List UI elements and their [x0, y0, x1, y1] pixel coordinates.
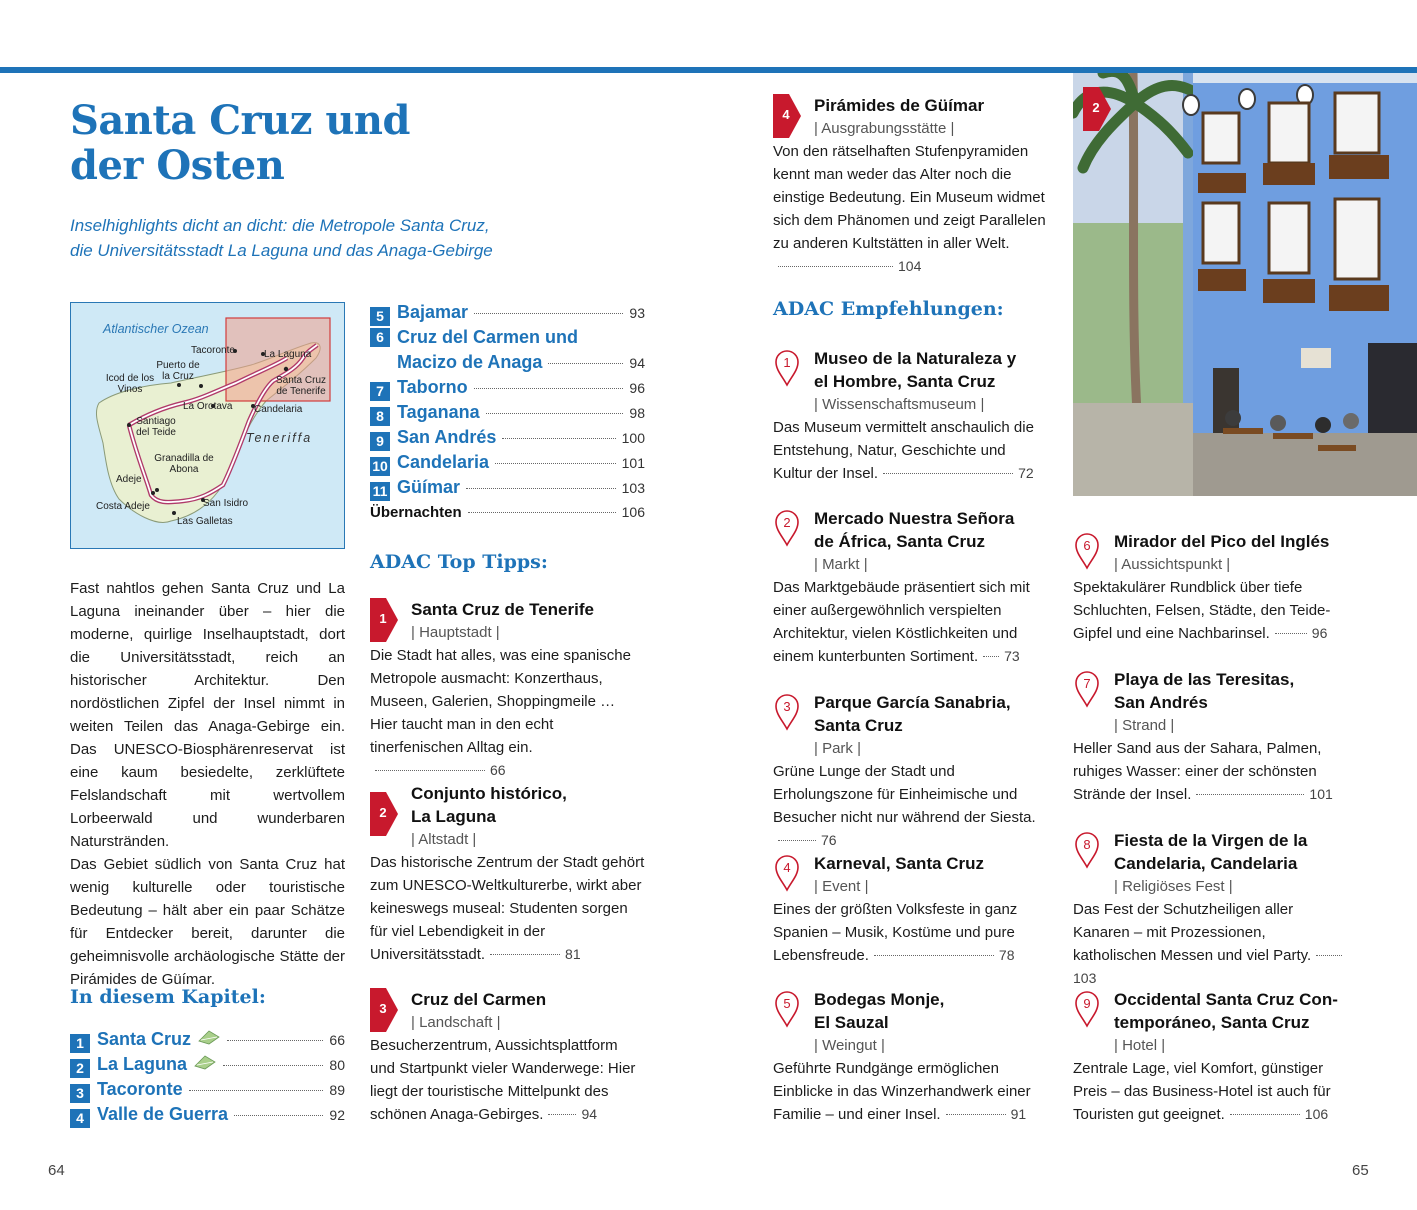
toc-number: 9	[370, 432, 390, 451]
toc-page: 92	[329, 1107, 345, 1123]
top-tips-heading: ADAC Top Tipps:	[370, 551, 548, 573]
recommendation-description: Das Marktgebäude präsentiert sich mit einer außergewöhnlich verspielten Architektur, vielen Köstlichkeiten und einem kunterbunten Sortiment. 73	[773, 579, 1030, 665]
chapter-title: Santa Cruz und der Osten	[70, 97, 410, 189]
toc-title: Taborno	[397, 377, 468, 397]
recommendation-page: 76	[821, 832, 837, 848]
map-label-icod: Icod de los Vinos	[105, 373, 155, 395]
recommendation-item	[773, 852, 1048, 967]
map-label-la-laguna: La Laguna	[264, 349, 312, 360]
map-pin-icon: 1	[773, 347, 801, 387]
page-number-right: 65	[1352, 1162, 1369, 1179]
toc-item[interactable]	[70, 1102, 345, 1127]
map-label-san-isidro: San Isidro	[203, 498, 249, 509]
chapter-contents-heading: In diesem Kapitel:	[70, 986, 266, 1008]
la-laguna-photo	[1073, 73, 1417, 496]
top-tip-category: | Hauptstadt |	[411, 624, 500, 641]
chapter-toc-col1	[70, 1027, 345, 1127]
leaf-icon	[193, 1054, 217, 1070]
top-tip-marker-icon: 3	[370, 988, 400, 1034]
toc-item[interactable]	[370, 325, 645, 375]
toc-page: 101	[621, 455, 645, 471]
top-tip-title: Conjunto histórico, La Laguna	[411, 784, 567, 826]
toc-page: 106	[621, 504, 645, 520]
photo-marker-icon: 2	[1083, 87, 1113, 133]
top-tip-item	[370, 598, 645, 782]
toc-page: 96	[629, 380, 645, 396]
intro-text	[70, 577, 345, 991]
top-tip-page: 81	[565, 946, 581, 962]
top-tip-description: Besucherzentrum, Aussichtsplattform und Startpunkt vieler Wanderwege: Hier liegt der touristische Mittelpunkt des schönen Anaga-Gebirges. 94	[370, 1037, 636, 1123]
map-label-tacoronte: Tacoronte	[191, 345, 235, 356]
toc-number: 2	[70, 1059, 90, 1078]
recommendation-title: Mercado Nuestra Señora de África, Santa Cruz	[814, 509, 1015, 551]
toc-number: 1	[70, 1034, 90, 1053]
top-tip-title: Pirámides de Güímar	[814, 96, 985, 115]
recommendation-title: Mirador del Pico del Inglés	[1114, 532, 1330, 551]
recommendation-item	[1073, 988, 1348, 1126]
top-tip-marker-icon: 1	[370, 598, 400, 644]
leaf-icon	[197, 1029, 221, 1045]
map-pin-icon: 6	[1073, 530, 1101, 570]
top-tip-description: Das historische Zentrum der Stadt gehört zum UNESCO-Weltkulturerbe, wirkt aber keineswegs museal: Studenten sorgen für viel Lebendigkeit in der Universitätsstadt. 81	[370, 854, 645, 963]
toc-page: 89	[329, 1082, 345, 1098]
toc-item[interactable]	[370, 400, 645, 425]
recommendation-description: Eines der größten Volksfeste in ganz Spanien – Musik, Kostüme und pure Lebensfreude. 78	[773, 901, 1018, 964]
chapter-subtitle: Inselhighlights dicht an dicht: die Metropole Santa Cruz, die Universitätsstadt La Laguna und das Anaga-Gebirge	[70, 216, 493, 260]
map-label-la-orotava: La Orotava	[183, 401, 233, 412]
top-tip-category: | Ausgrabungsstätte |	[814, 120, 955, 137]
toc-title-line1: Cruz del Carmen und	[397, 327, 579, 347]
toc-title: Valle de Guerra	[97, 1104, 229, 1124]
map-pin-icon: 2	[773, 507, 801, 547]
top-tip-marker-icon: 4	[773, 94, 803, 140]
recommendation-description: Spektakulärer Rundblick über tiefe Schluchten, Felsen, Städte, den Teide-Gipfel und eine Nachbarinsel. 96	[1073, 579, 1331, 642]
map-pin-icon: 3	[773, 691, 801, 731]
intro-paragraph-2: Das Gebiet südlich von Santa Cruz hat wenig kulturelle oder touristische Bedeutung – hält aber ein paar Schätze für Entdecker bereit, darunter die geheimnisvolle archäologische Stätte der Pirámides de Güímar.	[70, 856, 345, 988]
recommendation-category: | Markt |	[814, 556, 868, 573]
map-label-adeje: Adeje	[116, 474, 142, 485]
toc-number: 6	[370, 328, 390, 347]
toc-number: 7	[370, 382, 390, 401]
top-tip-item	[370, 782, 645, 966]
toc-title: Candelaria	[397, 452, 490, 472]
recommendation-category: | Wissenschaftsmuseum |	[814, 396, 985, 413]
top-tip-page: 104	[898, 258, 922, 274]
recommendation-item	[773, 507, 1048, 668]
toc-number: 4	[70, 1109, 90, 1128]
recommendation-category: | Aussichtspunkt |	[1114, 556, 1231, 573]
toc-title: Santa Cruz	[97, 1029, 192, 1049]
toc-page: 103	[621, 480, 645, 496]
recommendation-page: 106	[1304, 1106, 1329, 1122]
toc-item[interactable]	[370, 425, 645, 450]
top-tip-page: 94	[581, 1106, 598, 1122]
toc-title: Güímar	[397, 477, 461, 497]
toc-title: Bajamar	[397, 302, 469, 322]
toc-page: 93	[629, 305, 645, 321]
toc-number: 3	[70, 1084, 90, 1103]
map-label-las-galletas: Las Galletas	[177, 516, 233, 527]
top-tip-page: 66	[490, 762, 506, 778]
recommendation-category: | Hotel |	[1114, 1037, 1166, 1054]
recommendation-description: Zentrale Lage, viel Komfort, günstiger Preis – das Business-Hotel ist auch für Touristen gut geeignet. 106	[1073, 1060, 1331, 1123]
recommendation-description: Heller Sand aus der Sahara, Palmen, ruhiges Wasser: einer der schönsten Strände der Insel. 101	[1073, 740, 1333, 803]
recommendation-item	[1073, 829, 1348, 990]
recommendation-title: Karneval, Santa Cruz	[814, 854, 985, 873]
toc-item[interactable]	[370, 300, 645, 325]
recommendation-title: Museo de la Naturaleza y el Hombre, Santa Cruz	[814, 349, 1017, 391]
recommendation-page: 96	[1311, 625, 1328, 641]
recommendation-title: Parque García Sanabria, Santa Cruz	[814, 693, 1011, 735]
top-tip-category: | Altstadt |	[411, 831, 477, 848]
toc-item[interactable]	[70, 1027, 345, 1052]
toc-number: 11	[370, 482, 390, 501]
toc-item-overnight[interactable]	[370, 500, 645, 525]
map-island-label: Teneriffa	[246, 431, 313, 445]
page-number-left: 64	[48, 1162, 65, 1179]
chapter-toc-col2	[370, 300, 645, 525]
recommendation-description: Grüne Lunge der Stadt und Erholungszone für Einheimische und Besucher nicht nur während der Siesta.76	[773, 763, 1036, 848]
recommendation-category: | Strand |	[1114, 717, 1175, 734]
recommendation-item	[1073, 530, 1348, 645]
toc-item[interactable]	[70, 1077, 345, 1102]
recommendation-page: 91	[1010, 1106, 1027, 1122]
top-tip-marker-icon: 2	[370, 792, 400, 838]
recommendation-description: Das Fest der Schutzheiligen aller Kanaren – mit Prozessionen, katholischen Messen und viel Party.103	[1073, 898, 1348, 990]
toc-title: San Andrés	[397, 427, 497, 447]
toc-title-line2: Macizo de Anaga	[397, 352, 543, 372]
recommendation-item	[1073, 668, 1348, 806]
map-graphic	[71, 303, 345, 549]
map-label-costa-adeje: Costa Adeje	[96, 501, 150, 512]
map-pin-icon: 9	[1073, 988, 1101, 1028]
recommendation-page: 73	[1004, 648, 1020, 664]
toc-number: 8	[370, 407, 390, 426]
recommendation-page: 103	[1073, 970, 1097, 986]
recommendation-title: Bodegas Monje, El Sauzal	[814, 990, 945, 1032]
recommendation-category: | Weingut |	[814, 1037, 885, 1054]
toc-title: La Laguna	[97, 1054, 188, 1074]
top-tip-title: Cruz del Carmen	[411, 990, 547, 1009]
toc-item[interactable]	[70, 1052, 345, 1077]
map-label-santiago: Santiago del Teide	[136, 416, 176, 438]
toc-item[interactable]	[370, 375, 645, 400]
map-label-granadilla: Granadilla de Abona	[154, 453, 214, 475]
recommendation-title: Fiesta de la Virgen de la Candelaria, Candelaria	[1114, 831, 1308, 873]
map-label-candelaria: Candelaria	[254, 404, 303, 415]
toc-page: 100	[621, 430, 645, 446]
toc-page: 66	[329, 1032, 345, 1048]
recommendation-item	[773, 347, 1048, 485]
toc-title: Übernachten	[370, 504, 462, 521]
tenerife-map	[70, 302, 345, 549]
map-label-santa-cruz: Santa Cruz de Tenerife	[275, 375, 327, 397]
recommendation-page: 72	[1018, 465, 1034, 481]
toc-number: 10	[370, 457, 390, 476]
toc-item[interactable]	[370, 475, 645, 500]
top-tip-item	[773, 94, 1048, 278]
map-sea-label: Atlantischer Ozean	[103, 322, 209, 336]
top-tip-category: | Landschaft |	[411, 1014, 501, 1031]
recommendation-item	[773, 691, 1048, 852]
top-tip-item	[370, 988, 645, 1126]
recommendation-page: 101	[1309, 786, 1333, 802]
recommendation-description: Das Museum vermittelt anschaulich die Entstehung, Natur, Geschichte und Kultur der Insel. 72	[773, 419, 1034, 482]
toc-page: 94	[629, 355, 645, 371]
top-tip-title: Santa Cruz de Tenerife	[411, 600, 594, 619]
map-pin-icon: 4	[773, 852, 801, 892]
recommendation-category: | Park |	[814, 740, 861, 757]
toc-page: 80	[329, 1057, 345, 1073]
map-pin-icon: 5	[773, 988, 801, 1028]
recommendation-page: 78	[998, 947, 1015, 963]
toc-page: 98	[629, 405, 645, 421]
map-pin-icon: 7	[1073, 668, 1101, 708]
recommendation-category: | Event |	[814, 878, 869, 895]
map-label-puerto-de-la-cruz: Puerto de la Cruz	[156, 360, 200, 382]
intro-paragraph-1: Fast nahtlos gehen Santa Cruz und La Laguna ineinander über – hier die moderne, quirlige Inselhauptstadt, dort die Universitätsstadt, reich an historischer Architektur. Den nordöstlichen Zipfel der Insel nimmt in weiten Teilen das Anaga-Gebirge ein. Das UNESCO-Biosphärenreservat ist eine kaum besiedelte, zerklüftete Felslandschaft mit wertvollem Lorbeerwald und wunderbaren Naturstränden.	[70, 580, 345, 850]
recommendation-item	[773, 988, 1048, 1126]
recommendation-description: Geführte Rundgänge ermöglichen Einblicke in das Winzerhandwerk einer Familie – und einer Insel. 91	[773, 1060, 1031, 1123]
photo-graphic	[1073, 73, 1417, 496]
toc-number: 5	[370, 307, 390, 326]
recommendation-category: | Religiöses Fest |	[1114, 878, 1233, 895]
top-tip-description: Die Stadt hat alles, was eine spanische Metropole ausmacht: Konzerthaus, Museen, Galerien, Shoppingmeile … Hier taucht man in den echt tinerfenischen Alltag ein.66	[370, 647, 631, 778]
toc-title: Tacoronte	[97, 1079, 183, 1099]
toc-title: Taganana	[397, 402, 480, 422]
recommendation-title: Playa de las Teresitas, San Andrés	[1114, 670, 1295, 712]
map-pin-icon: 8	[1073, 829, 1101, 869]
top-tip-description: Von den rätselhaften Stufenpyramiden kennt man weder das Alter noch die einstige Bedeutung. Ein Museum widmet sich dem Phänomen und zeigt Parallelen zu anderen Kultstätten in aller Welt.104	[773, 143, 1046, 274]
recommendation-title: Occidental Santa Cruz Con- temporáneo, Santa Cruz	[1114, 990, 1338, 1032]
toc-item[interactable]	[370, 450, 645, 475]
recommendations-heading: ADAC Empfehlungen:	[773, 298, 1004, 320]
